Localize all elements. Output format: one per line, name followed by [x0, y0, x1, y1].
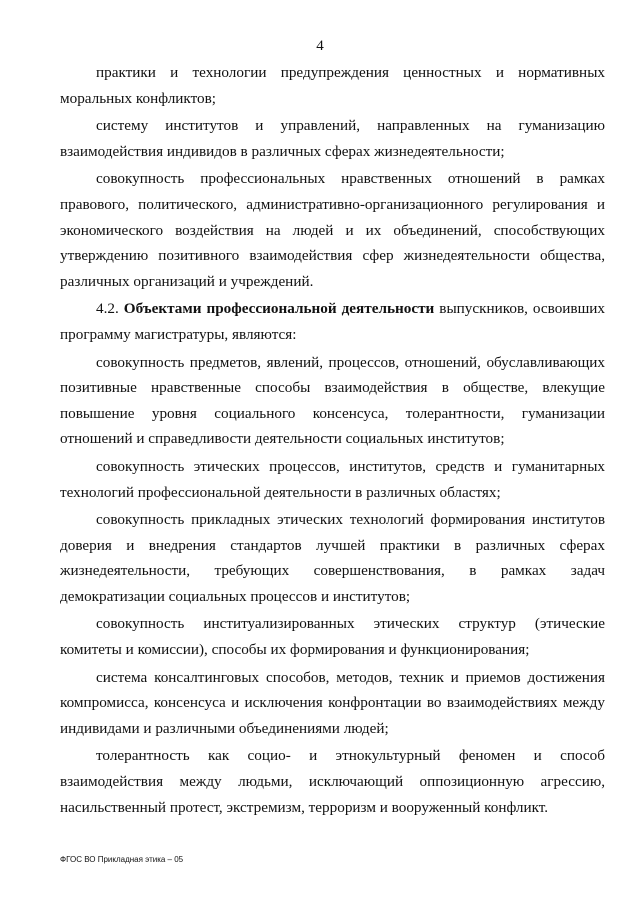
list-item: толерантность как социо- и этнокультурный феномен и способ взаимодействия между людьми, исключающий оппозиционную агрессию, насильственный протест, экстремизм, терроризм и вооруженный конфликт.	[60, 747, 605, 816]
list-item: совокупность институализированных этических структур (этические комитеты и комиссии), способы их формирования и функционирования;	[60, 615, 605, 659]
list-item: система консалтинговых способов, методов, техник и приемов достижения компромисса, консенсуса и исключения конфронтации во взаимодействиях между индивидами и различными объединениями людей;	[60, 668, 605, 737]
section-text: выпускников, освоивших программу магистратуры, являются:	[60, 300, 606, 343]
paragraph: систему институтов и управлений, направленных на гуманизацию взаимодействия индивидов в различных сферах жизнедеятельности;	[60, 117, 605, 160]
page-number: 4	[316, 38, 324, 54]
footer-text: ФГОС ВО Прикладная этика – 05	[60, 855, 184, 864]
paragraph: совокупность профессиональных нравственных отношений в рамках правового, политического, административно-организационного регулирования и экономического воздействия на людей и их объединений, способствующих утверждению позитивного взаимодействия сфер жизнедеятельности общества, различных организаций и учреждений.	[60, 170, 605, 290]
list-item: совокупность предметов, явлений, процессов, отношений, обуславливающих позитивные нравственные способы взаимодействия в обществе, влекущие повышение уровня социального консенсуса, толерантности, гуманизации отношений и справедливости деятельности социальных институтов;	[60, 353, 605, 448]
section-bold-term: Объектами профессиональной деятельности	[123, 300, 435, 318]
section-number: 4.2.	[96, 300, 124, 318]
list-item: совокупность этических процессов, институтов, средств и гуманитарных технологий профессиональной деятельности в различных областях;	[60, 457, 605, 501]
paragraph: практики и технологии предупреждения ценностных и нормативных моральных конфликтов;	[60, 64, 605, 107]
section-4-2-paragraph	[60, 296, 605, 347]
document-body	[60, 60, 605, 822]
list-item: совокупность прикладных этических технологий формирования институтов доверия и внедрения стандартов лучшей практики в различных сферах жизнедеятельности, требующих совершенствования, в рамках задач демократизации социальных процессов и институтов;	[60, 511, 605, 605]
